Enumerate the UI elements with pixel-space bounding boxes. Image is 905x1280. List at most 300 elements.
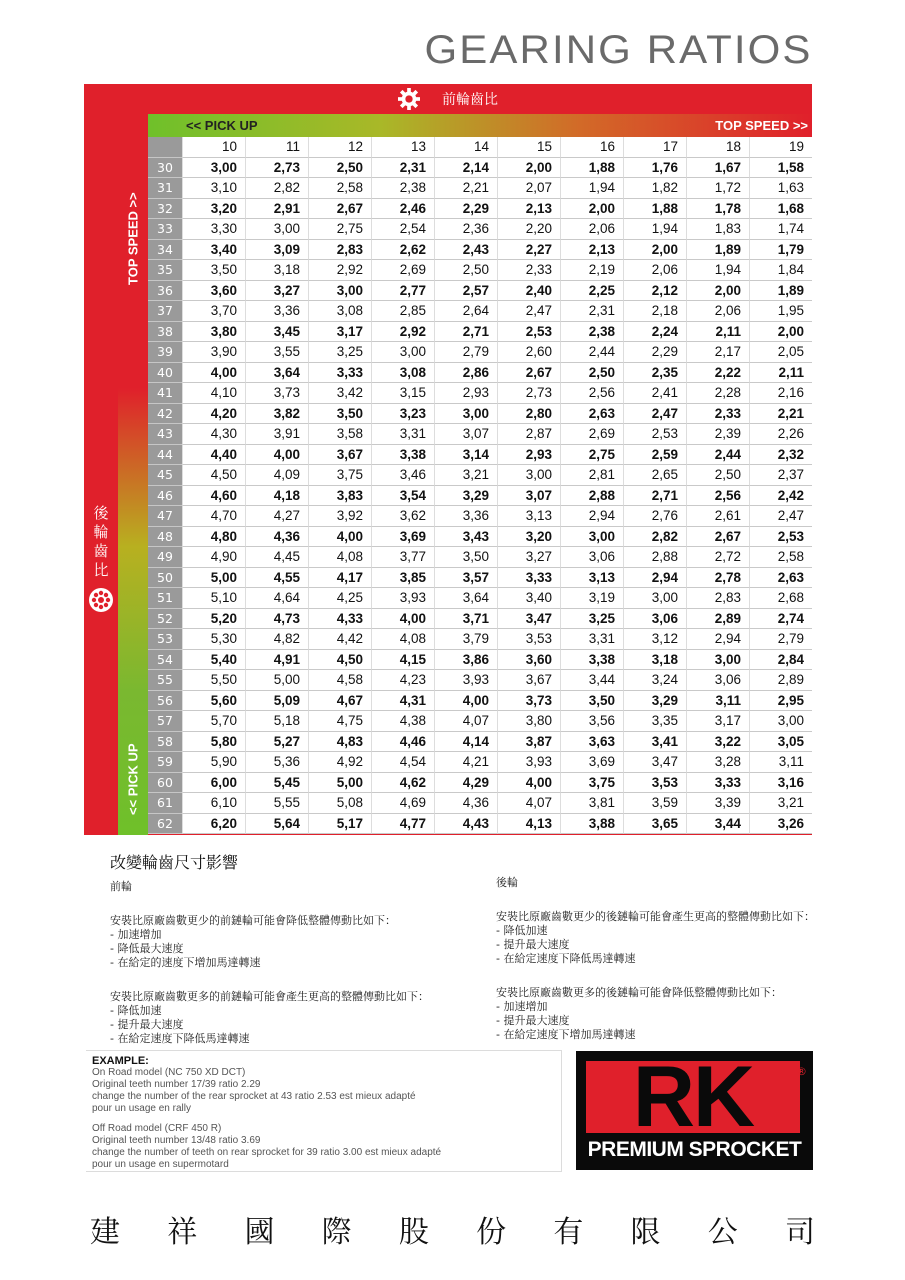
- ratio-cell: 3,06: [623, 609, 686, 630]
- ratio-cell: 3,24: [623, 670, 686, 691]
- rear-sprocket-label: [84, 504, 118, 614]
- ratio-cell: 3,12: [623, 629, 686, 650]
- ratio-cell: 5,20: [182, 609, 245, 630]
- ratio-cell: 3,69: [371, 527, 434, 548]
- ratio-cell: 3,33: [686, 773, 749, 794]
- ratio-cell: 3,77: [371, 547, 434, 568]
- ratio-cell: 3,08: [371, 363, 434, 384]
- ratio-cell: 2,18: [623, 301, 686, 322]
- table-row: [148, 240, 812, 261]
- ratio-cell: 2,83: [308, 240, 371, 261]
- ratio-cell: 2,80: [497, 404, 560, 425]
- example-box: [86, 1050, 562, 1172]
- ratio-cell: 2,82: [623, 527, 686, 548]
- ratio-cell: 5,55: [245, 793, 308, 814]
- ratio-cell: 3,58: [308, 424, 371, 445]
- rear-label-char: 比: [93, 561, 109, 579]
- rear-fewer-title: 安裝比原廠齒數更少的後鏈輪可能會產生更高的整體傳動比如下：: [496, 910, 815, 923]
- ratio-cell: 2,00: [686, 281, 749, 302]
- ratio-cell: 1,89: [749, 281, 812, 302]
- ratio-cell: 4,07: [434, 711, 497, 732]
- ratio-cell: 2,64: [434, 301, 497, 322]
- column-header-front-teeth: 15: [497, 137, 560, 158]
- ratio-cell: 2,17: [686, 342, 749, 363]
- ratio-cell: 2,32: [749, 445, 812, 466]
- side-gradient-strip: [118, 114, 148, 835]
- sprocket-icon: [87, 586, 115, 614]
- column-header-front-teeth: 16: [560, 137, 623, 158]
- row-header-rear-teeth: 54: [148, 650, 182, 671]
- ratio-cell: 2,87: [497, 424, 560, 445]
- example-line: On Road model (NC 750 XD DCT): [92, 1067, 246, 1078]
- row-header-rear-teeth: 50: [148, 568, 182, 589]
- company-char: 公: [707, 1215, 738, 1250]
- ratio-cell: 3,28: [686, 752, 749, 773]
- ratio-cell: 3,80: [497, 711, 560, 732]
- table-row: [148, 752, 812, 773]
- example-line: Off Road model (CRF 450 R): [92, 1123, 222, 1134]
- ratio-cell: 2,21: [434, 178, 497, 199]
- ratio-cell: 3,17: [686, 711, 749, 732]
- ratio-cell: 3,53: [623, 773, 686, 794]
- ratio-cell: 2,06: [686, 301, 749, 322]
- ratio-cell: 3,36: [434, 506, 497, 527]
- gearing-ratio-chart: [84, 84, 812, 835]
- ratio-cell: 1,94: [560, 178, 623, 199]
- ratio-cell: 3,11: [686, 691, 749, 712]
- row-header-rear-teeth: 57: [148, 711, 182, 732]
- row-header-rear-teeth: 36: [148, 281, 182, 302]
- example-line: pour un usage en rally: [92, 1103, 191, 1114]
- ratio-cell: 4,00: [497, 773, 560, 794]
- ratio-cell: 4,91: [245, 650, 308, 671]
- ratio-cell: 1,88: [560, 158, 623, 179]
- ratio-cell: 3,86: [434, 650, 497, 671]
- ratio-cell: 3,93: [371, 588, 434, 609]
- company-char: 有: [553, 1215, 584, 1250]
- ratio-cell: 3,92: [308, 506, 371, 527]
- ratio-cell: 2,21: [749, 404, 812, 425]
- ratio-cell: 2,00: [560, 199, 623, 220]
- row-header-rear-teeth: 42: [148, 404, 182, 425]
- front-fewer-title: 安裝比原廠齒數更少的前鏈輪可能會降低整體傳動比如下：: [110, 914, 396, 927]
- ratio-cell: 4,55: [245, 568, 308, 589]
- ratio-cell: 2,06: [623, 260, 686, 281]
- ratio-cell: 2,71: [623, 486, 686, 507]
- ratio-cell: 3,21: [749, 793, 812, 814]
- table-row: [148, 322, 812, 343]
- rk-logo: [576, 1051, 813, 1170]
- list-item: - 在給定速度下降低馬達轉速: [110, 1032, 250, 1045]
- top-speed-label: TOP SPEED >>: [715, 118, 808, 133]
- row-header-rear-teeth: 45: [148, 465, 182, 486]
- ratio-cell: 2,63: [560, 404, 623, 425]
- front-effects-column: [110, 880, 480, 1046]
- row-header-rear-teeth: 35: [148, 260, 182, 281]
- company-name: [90, 1207, 815, 1251]
- list-item: - 提升最大速度: [496, 938, 570, 951]
- ratio-cell: 3,67: [497, 670, 560, 691]
- ratio-cell: 2,75: [308, 219, 371, 240]
- ratio-cell: 4,00: [434, 691, 497, 712]
- ratio-cell: 3,31: [560, 629, 623, 650]
- list-item: - 在給定的速度下增加馬達轉速: [110, 956, 261, 969]
- ratio-cell: 2,67: [686, 527, 749, 548]
- ratio-cell: 3,00: [686, 650, 749, 671]
- ratio-cell: 5,60: [182, 691, 245, 712]
- ratio-cell: 3,87: [497, 732, 560, 753]
- ratio-cell: 1,88: [623, 199, 686, 220]
- ratio-cell: 3,43: [434, 527, 497, 548]
- column-header-front-teeth: 12: [308, 137, 371, 158]
- ratio-cell: 3,42: [308, 383, 371, 404]
- table-row: [148, 424, 812, 445]
- ratio-cell: 3,85: [371, 568, 434, 589]
- ratio-cell: 4,42: [308, 629, 371, 650]
- ratio-cell: 4,36: [245, 527, 308, 548]
- ratio-cell: 1,78: [686, 199, 749, 220]
- ratio-cell: 3,50: [182, 260, 245, 281]
- company-char: 際: [321, 1215, 352, 1250]
- ratio-cell: 3,00: [749, 711, 812, 732]
- ratio-cell: 2,16: [749, 383, 812, 404]
- ratio-cell: 2,74: [749, 609, 812, 630]
- ratio-cell: 4,18: [245, 486, 308, 507]
- table-corner: [148, 137, 182, 158]
- ratio-cell: 4,10: [182, 383, 245, 404]
- front-more-title: 安裝比原廠齒數更多的前鏈輪可能會產生更高的整體傳動比如下：: [110, 990, 429, 1003]
- company-char: 祥: [167, 1215, 198, 1250]
- ratio-cell: 2,50: [560, 363, 623, 384]
- ratio-cell: 2,35: [623, 363, 686, 384]
- ratio-cell: 2,29: [623, 342, 686, 363]
- ratio-cell: 4,69: [371, 793, 434, 814]
- ratio-cell: 2,92: [371, 322, 434, 343]
- ratio-cell: 2,00: [497, 158, 560, 179]
- ratio-cell: 4,09: [245, 465, 308, 486]
- ratio-cell: 2,33: [497, 260, 560, 281]
- ratio-cell: 2,38: [371, 178, 434, 199]
- list-item: - 降低加速: [110, 1004, 162, 1017]
- list-item: - 加速增加: [110, 928, 162, 941]
- ratio-cell: 2,91: [245, 199, 308, 220]
- ratio-cell: 4,17: [308, 568, 371, 589]
- ratio-cell: 2,68: [749, 588, 812, 609]
- row-header-rear-teeth: 37: [148, 301, 182, 322]
- ratio-cell: 4,60: [182, 486, 245, 507]
- ratio-cell: 3,67: [308, 445, 371, 466]
- ratio-cell: 3,18: [623, 650, 686, 671]
- ratio-cell: 2,50: [308, 158, 371, 179]
- ratio-cell: 3,59: [623, 793, 686, 814]
- company-char: 司: [784, 1215, 815, 1250]
- row-header-rear-teeth: 53: [148, 629, 182, 650]
- ratio-cell: 4,92: [308, 752, 371, 773]
- ratio-cell: 2,78: [686, 568, 749, 589]
- ratio-cell: 3,62: [371, 506, 434, 527]
- ratio-cell: 2,56: [686, 486, 749, 507]
- ratio-cell: 2,79: [434, 342, 497, 363]
- ratio-cell: 3,07: [497, 486, 560, 507]
- ratio-cell: 5,08: [308, 793, 371, 814]
- ratio-cell: 2,50: [434, 260, 497, 281]
- ratio-cell: 2,39: [686, 424, 749, 445]
- ratio-cell: 3,31: [371, 424, 434, 445]
- ratio-cell: 3,00: [182, 158, 245, 179]
- ratio-cell: 2,69: [371, 260, 434, 281]
- ratio-cell: 1,84: [749, 260, 812, 281]
- ratio-cell: 2,95: [749, 691, 812, 712]
- ratio-cell: 2,94: [686, 629, 749, 650]
- ratio-cell: 2,41: [623, 383, 686, 404]
- ratio-cell: 3,63: [560, 732, 623, 753]
- ratio-cell: 2,44: [686, 445, 749, 466]
- ratio-cell: 3,90: [182, 342, 245, 363]
- ratio-cell: 2,06: [560, 219, 623, 240]
- ratio-cell: 5,18: [245, 711, 308, 732]
- ratio-cell: 5,50: [182, 670, 245, 691]
- ratio-cell: 2,93: [434, 383, 497, 404]
- ratio-cell: 3,21: [434, 465, 497, 486]
- ratio-cell: 4,50: [308, 650, 371, 671]
- ratio-cell: 3,00: [308, 281, 371, 302]
- table-row: [148, 793, 812, 814]
- ratio-cell: 3,36: [245, 301, 308, 322]
- ratio-cell: 2,69: [560, 424, 623, 445]
- ratio-cell: 2,28: [686, 383, 749, 404]
- ratio-cell: 2,60: [497, 342, 560, 363]
- row-header-rear-teeth: 51: [148, 588, 182, 609]
- ratio-cell: 3,45: [245, 322, 308, 343]
- table-row: [148, 486, 812, 507]
- ratio-cell: 2,86: [434, 363, 497, 384]
- ratio-cell: 1,79: [749, 240, 812, 261]
- ratio-cell: 2,63: [749, 568, 812, 589]
- ratio-cell: 4,14: [434, 732, 497, 753]
- ratio-cell: 4,67: [308, 691, 371, 712]
- ratio-cell: 3,47: [497, 609, 560, 630]
- example-line: change the number of the rear sprocket at 43 ratio 2.53 est mieux adapté: [92, 1091, 416, 1102]
- ratio-cell: 3,00: [434, 404, 497, 425]
- column-header-front-teeth: 11: [245, 137, 308, 158]
- ratio-cell: 3,23: [371, 404, 434, 425]
- ratio-cell: 4,38: [371, 711, 434, 732]
- ratio-cell: 3,93: [497, 752, 560, 773]
- ratio-cell: 2,77: [371, 281, 434, 302]
- ratio-cell: 2,72: [686, 547, 749, 568]
- table-row: [148, 568, 812, 589]
- ratio-cell: 2,89: [749, 670, 812, 691]
- ratio-cell: 2,73: [497, 383, 560, 404]
- row-header-rear-teeth: 44: [148, 445, 182, 466]
- ratio-cell: 5,90: [182, 752, 245, 773]
- ratio-cell: 2,44: [560, 342, 623, 363]
- ratio-cell: 5,00: [182, 568, 245, 589]
- ratio-cell: 4,50: [182, 465, 245, 486]
- company-char: 份: [476, 1215, 507, 1250]
- ratio-cell: 3,05: [749, 732, 812, 753]
- company-char: 建: [90, 1215, 120, 1250]
- ratio-cell: 3,00: [560, 527, 623, 548]
- ratio-cell: 4,46: [371, 732, 434, 753]
- ratio-cell: 2,81: [560, 465, 623, 486]
- ratio-cell: 2,25: [560, 281, 623, 302]
- ratio-cell: 1,63: [749, 178, 812, 199]
- ratio-cell: 6,10: [182, 793, 245, 814]
- ratio-cell: 2,57: [434, 281, 497, 302]
- ratio-cell: 3,13: [497, 506, 560, 527]
- ratio-cell: 2,33: [686, 404, 749, 425]
- ratio-cell: 2,29: [434, 199, 497, 220]
- ratio-cell: 2,14: [434, 158, 497, 179]
- ratio-cell: 4,33: [308, 609, 371, 630]
- ratio-cell: 2,67: [308, 199, 371, 220]
- table-row: [148, 281, 812, 302]
- ratio-cell: 3,73: [245, 383, 308, 404]
- front-heading: 前輪: [110, 880, 132, 893]
- ratio-cell: 5,27: [245, 732, 308, 753]
- ratio-cell: 3,35: [623, 711, 686, 732]
- row-header-rear-teeth: 43: [148, 424, 182, 445]
- ratio-cell: 1,72: [686, 178, 749, 199]
- column-header-front-teeth: 17: [623, 137, 686, 158]
- ratio-cell: 3,00: [497, 465, 560, 486]
- ratio-cell: 3,71: [434, 609, 497, 630]
- table-row: [148, 219, 812, 240]
- ratio-cell: 3,44: [686, 814, 749, 835]
- ratio-cell: 5,10: [182, 588, 245, 609]
- row-header-rear-teeth: 34: [148, 240, 182, 261]
- ratio-cell: 5,36: [245, 752, 308, 773]
- row-header-rear-teeth: 40: [148, 363, 182, 384]
- ratio-cell: 2,94: [560, 506, 623, 527]
- row-header-rear-teeth: 55: [148, 670, 182, 691]
- ratio-cell: 4,82: [245, 629, 308, 650]
- ratio-cell: 3,33: [497, 568, 560, 589]
- ratio-cell: 2,11: [749, 363, 812, 384]
- ratio-cell: 2,05: [749, 342, 812, 363]
- ratio-cell: 3,93: [434, 670, 497, 691]
- row-header-rear-teeth: 48: [148, 527, 182, 548]
- list-item: - 加速增加: [496, 1000, 548, 1013]
- ratio-cell: 4,27: [245, 506, 308, 527]
- company-char: 國: [244, 1215, 275, 1250]
- row-header-rear-teeth: 46: [148, 486, 182, 507]
- ratio-cell: 3,40: [182, 240, 245, 261]
- ratio-cell: 2,36: [434, 219, 497, 240]
- ratio-cell: 3,20: [497, 527, 560, 548]
- ratio-cell: 3,73: [497, 691, 560, 712]
- ratio-cell: 4,21: [434, 752, 497, 773]
- ratio-cell: 3,65: [623, 814, 686, 835]
- ratio-cell: 2,94: [623, 568, 686, 589]
- ratio-cell: 3,79: [434, 629, 497, 650]
- ratio-cell: 4,75: [308, 711, 371, 732]
- ratio-cell: 6,00: [182, 773, 245, 794]
- ratio-cell: 2,93: [497, 445, 560, 466]
- ratio-cell: 3,64: [245, 363, 308, 384]
- ratio-cell: 3,40: [497, 588, 560, 609]
- table-row: [148, 260, 812, 281]
- ratio-cell: 4,25: [308, 588, 371, 609]
- table-row: [148, 547, 812, 568]
- ratio-cell: 3,88: [560, 814, 623, 835]
- ratio-cell: 2,82: [245, 178, 308, 199]
- ratio-cell: 4,31: [371, 691, 434, 712]
- ratio-cell: 3,20: [182, 199, 245, 220]
- rk-logo-mark: RK: [586, 1061, 800, 1133]
- table-row: [148, 178, 812, 199]
- ratio-cell: 2,53: [497, 322, 560, 343]
- ratio-cell: 4,40: [182, 445, 245, 466]
- ratio-cell: 4,77: [371, 814, 434, 835]
- ratio-cell: 3,15: [371, 383, 434, 404]
- ratio-cell: 3,50: [560, 691, 623, 712]
- ratio-cell: 4,30: [182, 424, 245, 445]
- rear-heading: 後輪: [496, 876, 518, 889]
- ratio-cell: 1,68: [749, 199, 812, 220]
- ratio-cell: 2,67: [497, 363, 560, 384]
- ratio-cell: 2,65: [623, 465, 686, 486]
- ratio-cell: 1,94: [623, 219, 686, 240]
- side-top-speed-label: TOP SPEED >>: [125, 192, 141, 286]
- ratio-cell: 3,57: [434, 568, 497, 589]
- row-header-rear-teeth: 31: [148, 178, 182, 199]
- ratio-cell: 3,19: [560, 588, 623, 609]
- ratio-cell: 2,53: [749, 527, 812, 548]
- column-header-front-teeth: 18: [686, 137, 749, 158]
- list-item: - 在給定速度下增加馬達轉速: [496, 1028, 636, 1041]
- ratio-cell: 2,13: [497, 199, 560, 220]
- ratio-cell: 3,00: [245, 219, 308, 240]
- ratio-cell: 2,61: [686, 506, 749, 527]
- ratio-cell: 2,20: [497, 219, 560, 240]
- row-header-rear-teeth: 49: [148, 547, 182, 568]
- ratio-cell: 2,89: [686, 609, 749, 630]
- ratio-cell: 3,14: [434, 445, 497, 466]
- ratio-cell: 3,33: [308, 363, 371, 384]
- ratio-cell: 3,27: [245, 281, 308, 302]
- ratio-cell: 3,41: [623, 732, 686, 753]
- ratio-cell: 3,82: [245, 404, 308, 425]
- column-header-front-teeth: 13: [371, 137, 434, 158]
- table-row: [148, 773, 812, 794]
- ratio-cell: 1,83: [686, 219, 749, 240]
- ratio-cell: 2,53: [623, 424, 686, 445]
- ratio-cell: 2,79: [749, 629, 812, 650]
- row-header-rear-teeth: 62: [148, 814, 182, 835]
- ratio-cell: 4,29: [434, 773, 497, 794]
- ratio-cell: 3,56: [560, 711, 623, 732]
- ratio-cell: 3,29: [623, 691, 686, 712]
- ratio-cell: 3,27: [497, 547, 560, 568]
- list-item: - 在給定速度下降低馬達轉速: [496, 952, 636, 965]
- example-line: Original teeth number 13/48 ratio 3.69: [92, 1135, 261, 1146]
- table-row: [148, 588, 812, 609]
- table-row: [148, 199, 812, 220]
- ratio-cell: 1,95: [749, 301, 812, 322]
- ratio-cell: 3,75: [560, 773, 623, 794]
- ratio-cell: 3,50: [308, 404, 371, 425]
- ratio-cell: 2,54: [371, 219, 434, 240]
- row-header-rear-teeth: 41: [148, 383, 182, 404]
- ratio-cell: 5,45: [245, 773, 308, 794]
- ratio-cell: 4,08: [371, 629, 434, 650]
- ratio-cell: 4,20: [182, 404, 245, 425]
- column-header-front-teeth: 10: [182, 137, 245, 158]
- ratio-cell: 3,29: [434, 486, 497, 507]
- table-row: [148, 732, 812, 753]
